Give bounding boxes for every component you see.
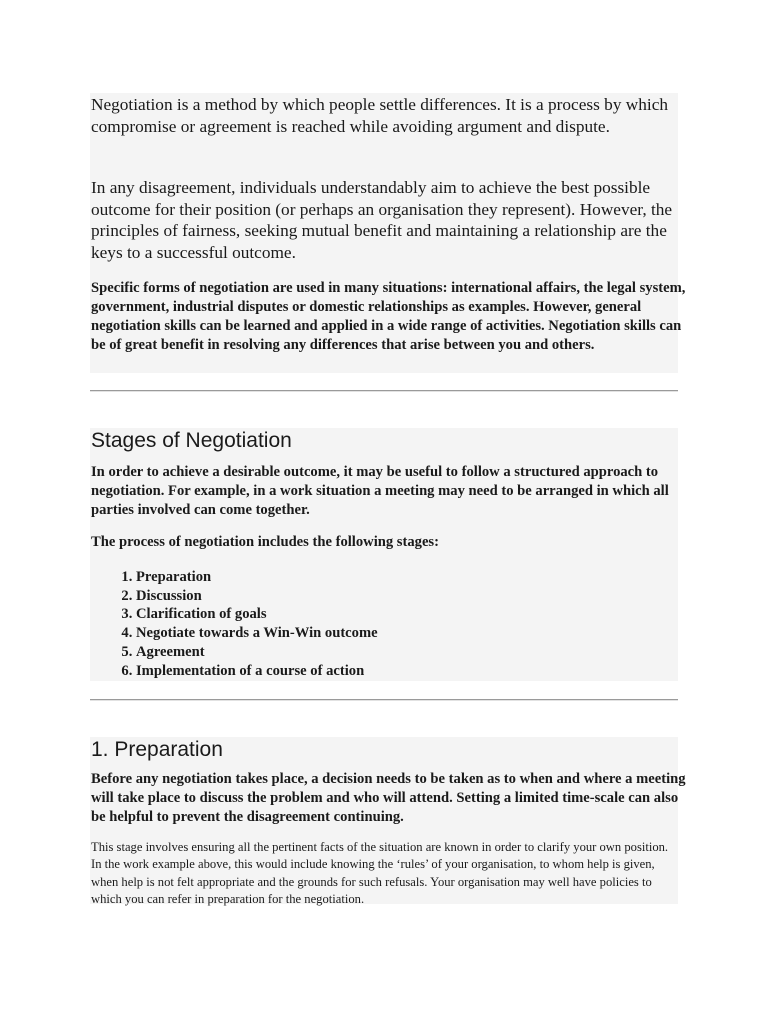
preparation-paragraph-1: Before any negotiation takes place, a decision needs to be taken as to when and where a meeting will take place to discuss the problem and who will attend. Setting a limited time-scale can also be helpful to prevent the disagreement continuing. [91,771,686,825]
intro-section [90,93,686,373]
intro-paragraph-3: Specific forms of negotiation are used in many situations: international affairs, the legal system, government, industrial disputes or domestic relationships as examples. However, general negotiation skills can be learned and applied in a wide range of activities. Negotiation skills can be of great benefit in resolving any differences that arise between you and others. [91,280,686,353]
stages-heading: Stages of Negotiation [91,429,292,452]
list-item: 6. Implementation of a course of action [136,662,378,681]
stages-paragraph-2: The process of negotiation includes the following stages: [91,534,439,550]
list-item: 4. Negotiate towards a Win-Win outcome [136,624,378,643]
intro-paragraph-1: Negotiation is a method by which people settle differences. It is a process by which compromise or agreement is reached while avoiding argument and dispute. [91,95,669,136]
stages-paragraph-1: In order to achieve a desirable outcome, it may be useful to follow a structured approach to negotiation. For example, in a work situation a meeting may need to be arranged in which all parties involved can come together. [91,464,669,518]
divider [90,699,678,701]
preparation-paragraph-2: This stage involves ensuring all the pertinent facts of the situation are known in order to clarify your own position. In the work example above, this would include knowing the ‘rules’ of your organisation, to whom help is given, when help is not felt appropriate and the grounds for such refusals. Your organisation may well have policies to which you can refer in preparation for the negotiation. [91,840,669,906]
preparation-section [90,737,686,906]
stages-section [90,428,678,681]
stages-list [91,568,378,680]
list-item: 1. Preparation [136,568,378,587]
list-item: 3. Clarification of goals [136,605,378,624]
intro-paragraph-2: In any disagreement, individuals understandably aim to achieve the best possible outcome for their position (or perhaps an organisation they represent). However, the principles of fairness, seeking mutual benefit and maintaining a relationship are the keys to a successful outcome. [91,178,673,262]
preparation-heading: 1. Preparation [91,738,223,761]
list-item: 5. Agreement [136,643,378,662]
divider [90,390,678,392]
list-item: 2. Discussion [136,587,378,606]
